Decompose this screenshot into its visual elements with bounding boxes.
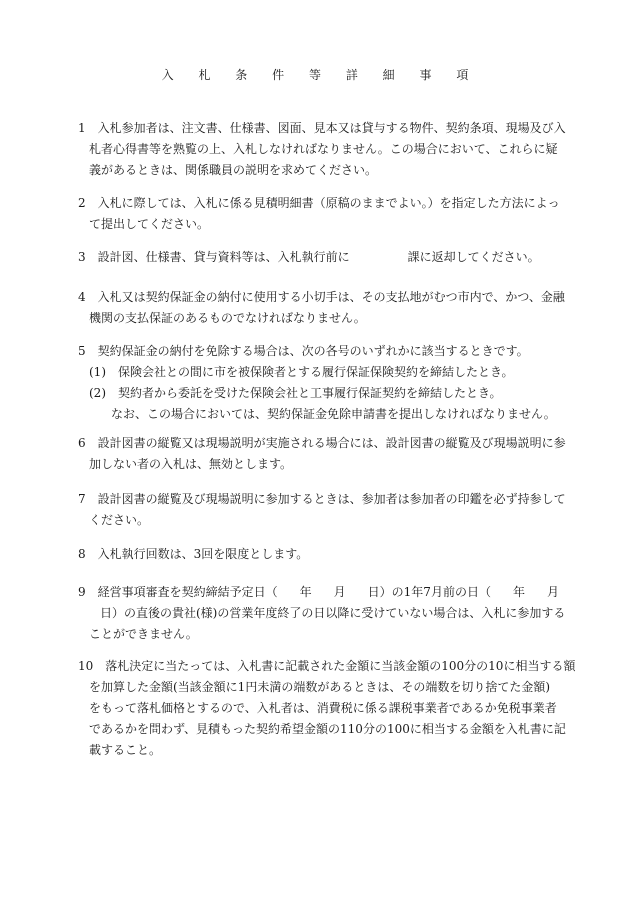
clause-line: 日）の直後の貴社(様)の営業年度終了の日以降に受けていない場合は、入札に参加する xyxy=(100,606,566,620)
clause-8 xyxy=(78,544,558,565)
title-char: 細 xyxy=(382,68,395,82)
clause-line: 2 入札に際しては、入札に係る見積明細書（原稿のままでよい。）を指定した方法によっ xyxy=(78,196,560,210)
clause-line: 5 契約保証金の納付を免除する場合は、次の各号のいずれかに該当するときです。 xyxy=(78,344,529,358)
clause-line: 10 落札決定に当たっては、入札書に記載された金額に当該金額の100分の10に相当する額 xyxy=(78,659,576,673)
title-char: 札 xyxy=(198,68,211,82)
clause-note: なお、この場合においては、契約保証金免除申請書を提出しなければなりません。 xyxy=(111,407,556,421)
clause-line: 8 入札執行回数は、3回を限度とします。 xyxy=(78,547,309,561)
clause-line: て提出してください。 xyxy=(89,217,210,231)
clause-line xyxy=(78,582,558,603)
title-char: 条 xyxy=(235,68,248,82)
clause-line: 機関の支払保証のあるものでなければなりません。 xyxy=(89,311,366,325)
clause-text-after-blank: 課に返却してください。 xyxy=(407,250,540,264)
clause-4 xyxy=(78,287,565,329)
month-label: 月 xyxy=(546,585,559,599)
clause-text: 日）の1年7月前の日（ xyxy=(367,585,491,599)
sub-clause-2: (2) 契約者から委託を受けた保険会社と工事履行保証契約を締結したとき。 xyxy=(89,386,502,400)
clause-line: 6 設計図書の縦覧又は現場説明が実施される場合には、設計図書の縦覧及び現場説明に参 xyxy=(78,436,566,450)
clause-5 xyxy=(78,341,558,425)
clause-3 xyxy=(78,247,558,268)
year-label: 年 xyxy=(512,585,525,599)
clause-line: を加算した金額(当該金額に1円未満の端数があるときは、その端数を切り捨てた金額) xyxy=(89,680,551,694)
page-title xyxy=(0,66,630,83)
clause-line: ください。 xyxy=(89,513,150,527)
clause-6 xyxy=(78,433,566,475)
year-label: 年 xyxy=(299,585,312,599)
clause-line: 義があるときは、関係職員の説明を求めてください。 xyxy=(89,163,378,177)
clause-line: 加しない者の入札は、無効とします。 xyxy=(89,457,293,471)
title-char: 事 xyxy=(419,68,432,82)
clause-1 xyxy=(78,118,566,181)
clause-line: 札者心得書等を熟覧の上、入札しなければなりません。この場合において、これらに疑 xyxy=(89,142,558,156)
clause-2 xyxy=(78,193,558,235)
title-char: 項 xyxy=(456,68,469,82)
clause-line: 7 設計図書の縦覧及び現場説明に参加するときは、参加者は参加者の印鑑を必ず持参して xyxy=(78,492,566,506)
title-char: 入 xyxy=(161,68,174,82)
clause-line: 載すること。 xyxy=(89,743,162,757)
sub-clause-1: (1) 保険会社との間に市を被保険者とする履行保証保険契約を締結したとき。 xyxy=(89,365,514,379)
clause-text: 9 経営事項審査を契約締結予定日（ xyxy=(78,585,278,599)
title-char: 等 xyxy=(308,68,321,82)
clause-line: であるかを問わず、見積もった契約希望金額の110分の100に相当する金額を入札書に記 xyxy=(89,722,566,736)
clause-line xyxy=(78,247,558,268)
clause-9 xyxy=(78,582,566,645)
title-char: 詳 xyxy=(345,68,358,82)
title-char: 件 xyxy=(272,68,285,82)
month-label: 月 xyxy=(333,585,346,599)
clause-text-before-blank: 3 設計図、仕様書、貸与資料等は、入札執行前に xyxy=(78,250,350,264)
clause-line: をもって落札価格とするので、入札者は、消費税に係る課税事業者であるか免税事業者 xyxy=(89,701,557,715)
clause-10 xyxy=(78,656,576,761)
clause-line: 4 入札又は契約保証金の納付に使用する小切手は、その支払地がむつ市内で、かつ、金融 xyxy=(78,290,565,304)
clause-line: ことができません。 xyxy=(89,627,198,641)
clause-7 xyxy=(78,489,566,531)
clause-line: 1 入札参加者は、注文書、仕様書、図面、見本又は貸与する物件、契約条項、現場及び入 xyxy=(78,121,566,135)
